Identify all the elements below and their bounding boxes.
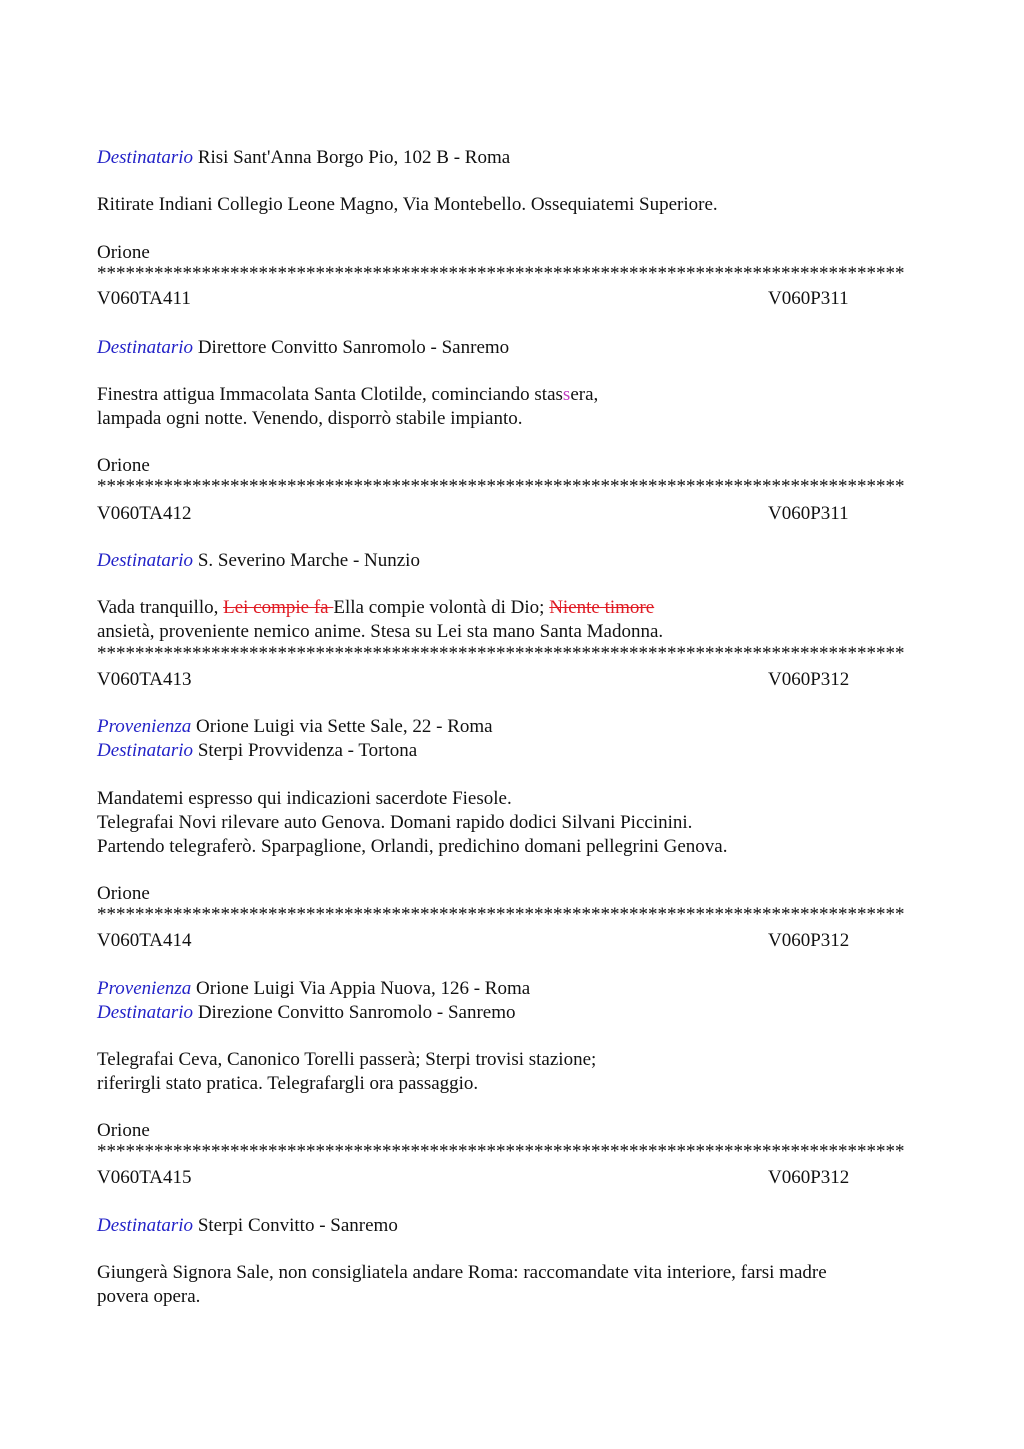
signature: Orione	[97, 883, 150, 904]
page-reference: V060P312	[768, 669, 850, 690]
signature: Orione	[97, 1120, 150, 1141]
separator-line: *************************************************************************************	[97, 479, 905, 495]
document-id: V060TA411	[97, 288, 191, 309]
highlighted-correction: s	[562, 384, 571, 405]
body-text: Ella compie volontà di Dio;	[333, 597, 550, 618]
origin-line	[97, 715, 493, 739]
document-id: V060TA412	[97, 503, 192, 524]
telegram-body-line	[97, 383, 598, 407]
page-reference: V060P311	[768, 503, 849, 524]
recipient-text: S. Severino Marche - Nunzio	[197, 550, 420, 571]
recipient-label: Destinatario	[97, 337, 194, 358]
body-text: Vada tranquillo,	[97, 597, 224, 618]
document-id: V060TA413	[97, 669, 192, 690]
recipient-label: Destinatario	[97, 1215, 194, 1236]
telegram-body-line: Mandatemi espresso qui indicazioni sacerdote Fiesole.	[97, 788, 512, 809]
telegram-body-line: Ritirate Indiani Collegio Leone Magno, Via Montebello. Ossequiatemi Superiore.	[97, 194, 718, 215]
recipient-text: Sterpi Convitto - Sanremo	[197, 1215, 398, 1236]
recipient-line	[97, 1001, 515, 1025]
telegram-body-line: Telegrafai Novi rilevare auto Genova. Domani rapido dodici Silvani Piccinini.	[97, 812, 693, 833]
recipient-line	[97, 336, 509, 360]
telegram-body-line: Giungerà Signora Sale, non consigliatela andare Roma: raccomandate vita interiore, farsi madre	[97, 1262, 827, 1283]
separator-line: *************************************************************************************	[97, 646, 905, 662]
body-text: Finestra attigua Immacolata Santa Clotilde, cominciando stas	[97, 384, 563, 405]
signature: Orione	[97, 242, 150, 263]
recipient-text: Direttore Convitto Sanromolo - Sanremo	[197, 337, 510, 358]
origin-label: Provenienza	[97, 978, 192, 999]
telegram-body-line: povera opera.	[97, 1286, 201, 1307]
recipient-label: Destinatario	[97, 550, 194, 571]
telegram-body-line: Telegrafai Ceva, Canonico Torelli passerà; Sterpi trovisi stazione;	[97, 1049, 597, 1070]
page-reference: V060P312	[768, 930, 850, 951]
body-text: era,	[570, 384, 599, 405]
telegram-body-line: Partendo telegraferò. Sparpaglione, Orlandi, predichino domani pellegrini Genova.	[97, 836, 728, 857]
page-reference: V060P311	[768, 288, 849, 309]
struck-text: Lei compie fa	[223, 597, 334, 618]
page-reference: V060P312	[768, 1167, 850, 1188]
struck-text: Niente timore	[549, 597, 655, 618]
telegram-body-line: riferirgli stato pratica. Telegrafargli ora passaggio.	[97, 1073, 479, 1094]
recipient-line	[97, 549, 420, 573]
telegram-body-line: lampada ogni notte. Venendo, disporrò stabile impianto.	[97, 408, 523, 429]
recipient-line	[97, 1214, 398, 1238]
telegram-body-line	[97, 596, 654, 620]
separator-line: *************************************************************************************	[97, 1144, 905, 1160]
recipient-line	[97, 739, 417, 763]
recipient-text: Direzione Convitto Sanromolo - Sanremo	[197, 1002, 516, 1023]
recipient-label: Destinatario	[97, 1002, 194, 1023]
recipient-label: Destinatario	[97, 147, 194, 168]
separator-line: *************************************************************************************	[97, 266, 905, 282]
document-id: V060TA414	[97, 930, 192, 951]
telegram-body-line: ansietà, proveniente nemico anime. Stesa su Lei sta mano Santa Madonna.	[97, 621, 664, 642]
recipient-line	[97, 146, 510, 170]
origin-text: Orione Luigi Via Appia Nuova, 126 - Roma	[196, 978, 531, 999]
signature: Orione	[97, 455, 150, 476]
recipient-text: Risi Sant'Anna Borgo Pio, 102 B - Roma	[197, 147, 511, 168]
origin-text: Orione Luigi via Sette Sale, 22 - Roma	[196, 716, 493, 737]
origin-line	[97, 977, 530, 1001]
separator-line: *************************************************************************************	[97, 907, 905, 923]
document-id: V060TA415	[97, 1167, 192, 1188]
recipient-text: Sterpi Provvidenza - Tortona	[197, 740, 418, 761]
origin-label: Provenienza	[97, 716, 192, 737]
recipient-label: Destinatario	[97, 740, 194, 761]
